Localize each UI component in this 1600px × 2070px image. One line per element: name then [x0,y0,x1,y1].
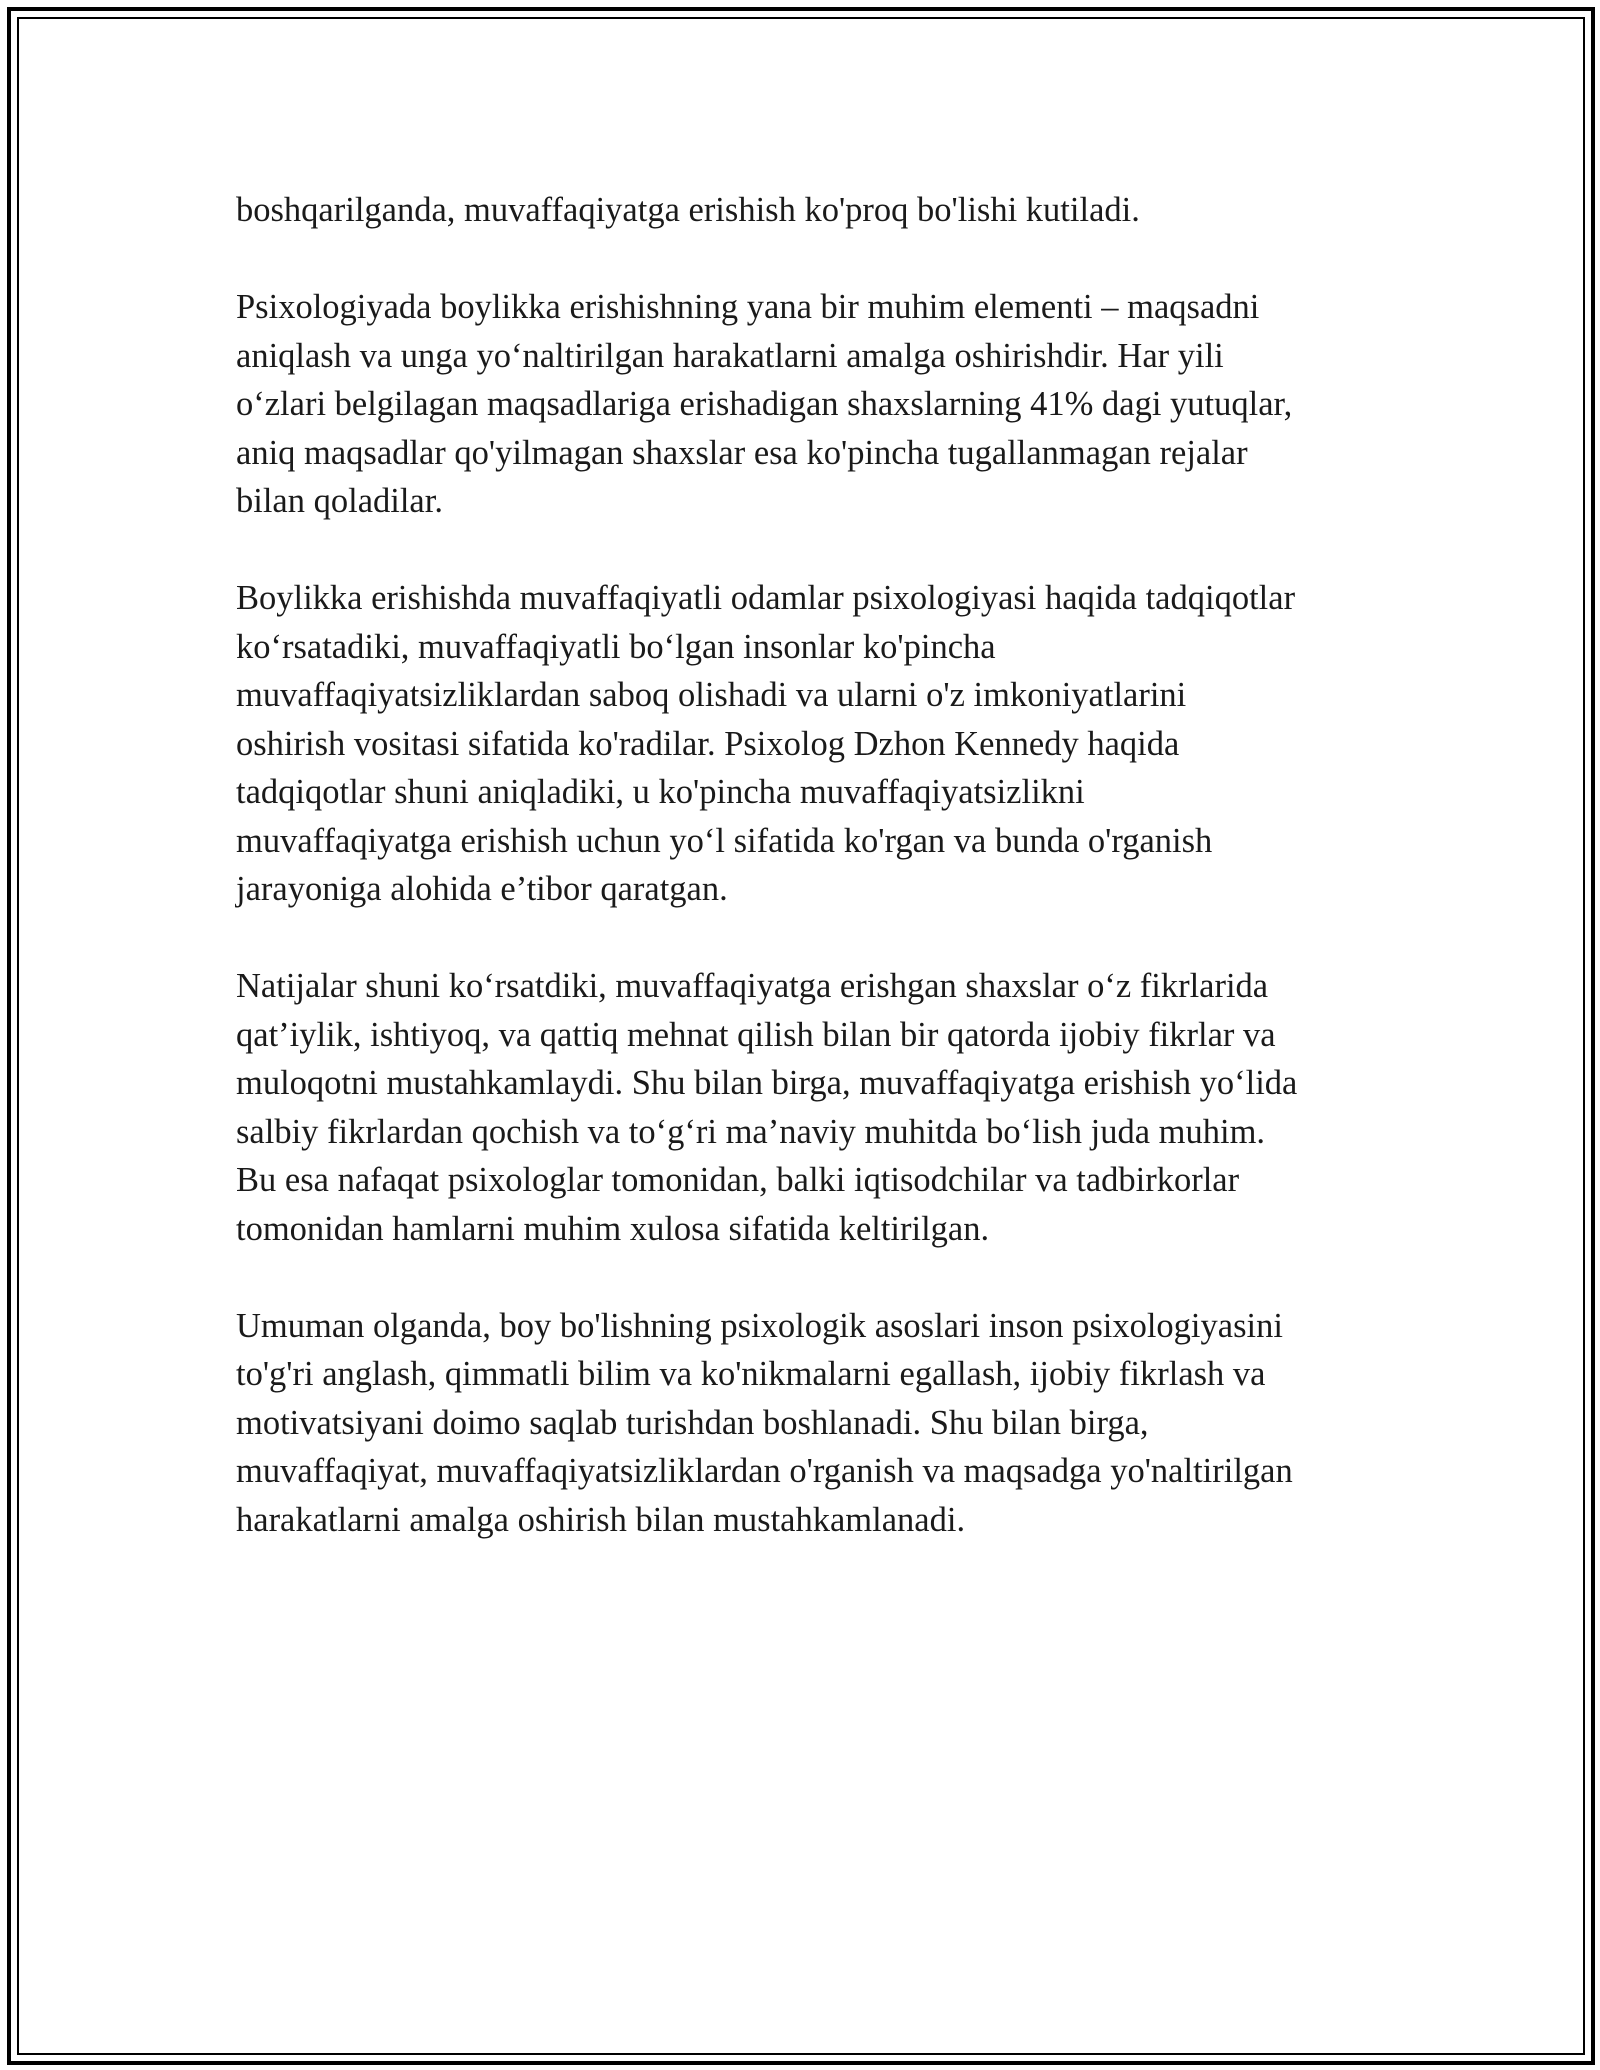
text-line: oshirish vositasi sifatida ko'radilar. Psixolog Dzhon Kennedy haqida [236,724,1180,763]
text-line: harakatlarni amalga oshirish bilan mustahkamlanadi. [236,1500,966,1539]
text-line: Boylikka erishishda muvaffaqiyatli odamlar psixologiyasi haqida tadqiqotlar [236,579,1296,617]
text-line: jarayoniga alohida e’tibor qaratgan. [236,870,728,908]
text-line: boshqarilganda, muvaffaqiyatga erishish ko'proq bo'lishi kutiladi. [236,191,1140,229]
text-line: muvaffaqiyatga erishish uchun yo‘l sifatida ko'rgan va bunda o'rganish [236,821,1213,860]
text-line: tomonidan hamlarni muhim xulosa sifatida keltirilgan. [236,1209,990,1248]
text-line: ko‘rsatadiki, muvaffaqiyatli bo‘lgan insonlar ko'pincha [236,627,996,666]
paragraph-5 [236,1302,1376,1545]
paragraph-1 [236,186,1376,235]
text-line: Psixologiyada boylikka erishishning yana bir muhim elementi – maqsadni [236,288,1260,326]
text-line: tadqiqotlar shuni aniqladiki, u ko'pincha muvaffaqiyatsizlikni [236,773,1085,811]
text-line: Bu esa nafaqat psixologlar tomonidan, balki iqtisodchilar va tadbirkorlar [236,1161,1240,1199]
text-line: muvaffaqiyat, muvaffaqiyatsizliklardan o'rganish va maqsadga yo'naltirilgan [236,1452,1293,1490]
text-line: Natijalar shuni ko‘rsatdiki, muvaffaqiyatga erishgan shaxslar o‘z fikrlarida [236,967,1269,1005]
text-line: muloqotni mustahkamlaydi. Shu bilan birga, muvaffaqiyatga erishish yo‘lida [236,1064,1298,1102]
paragraph-2 [236,283,1376,526]
text-line: salbiy fikrlardan qochish va to‘g‘ri ma’naviy muhitda bo‘lish juda muhim. [236,1112,1266,1151]
text-line: to'g'ri anglash, qimmatli bilim va ko'nikmalarni egallash, ijobiy fikrlash va [236,1355,1266,1393]
text-line: aniqlash va unga yo‘naltirilgan harakatlarni amalga oshirishdir. Har yili [236,336,1224,375]
text-line: o‘zlari belgilagan maqsadlariga erishadigan shaxslarning 41% dagi yutuqlar, [236,385,1293,423]
text-line: aniq maqsadlar qo'yilmagan shaxslar esa ko'pincha tugallanmagan rejalar [236,433,1248,472]
text-line: Umuman olganda, boy bo'lishning psixologik asoslari inson psixologiyasini [236,1306,1283,1345]
text-line: qat’iylik, ishtiyoq, va qattiq mehnat qilish bilan bir qatorda ijobiy fikrlar va [236,1015,1276,1054]
document-body [236,186,1376,1593]
text-line: muvaffaqiyatsizliklardan saboq olishadi va ularni o'z imkoniyatlarini [236,676,1187,714]
paragraph-3 [236,574,1376,914]
text-line: bilan qoladilar. [236,482,443,520]
text-line: motivatsiyani doimo saqlab turishdan boshlanadi. Shu bilan birga, [236,1403,1149,1442]
paragraph-4 [236,962,1376,1253]
